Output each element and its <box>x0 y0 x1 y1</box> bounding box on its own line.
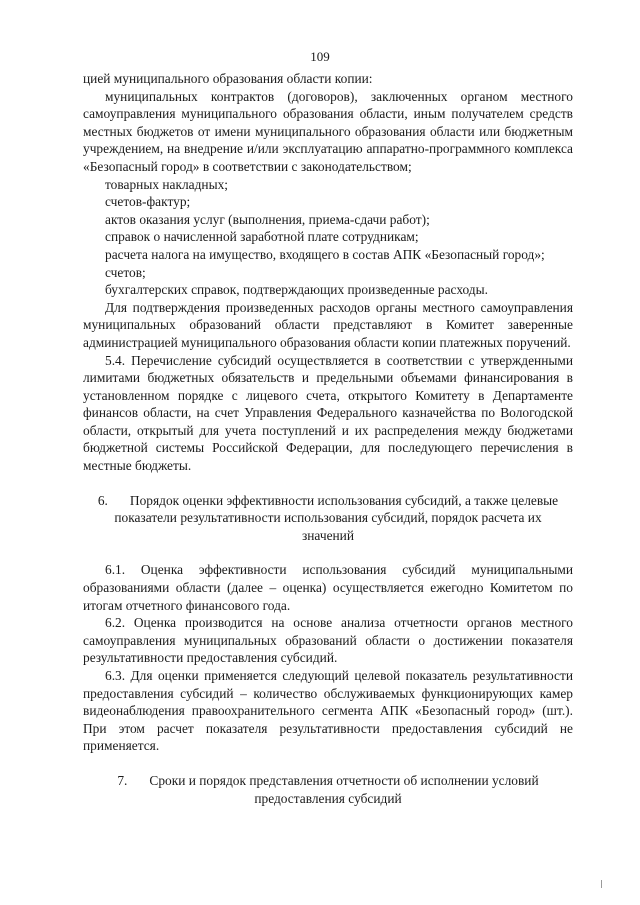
section-7-heading <box>83 772 573 807</box>
list-item: расчета налога на имущество, входящего в состав АПК «Безопасный город»; <box>105 246 545 262</box>
paragraph-contracts: муниципальных контрактов (договоров), заключенных органом местного самоуправления муниципального образования области, иным получателем средств местных бюджетов от имени муниципального образования области или бюджетным учреждением, на внедрение и/или эксплуатацию аппаратно-программного комплекса «Безопасный город» в соответствии с законодательством; <box>83 88 573 174</box>
paragraph-continuation: цией муниципального образования области копии: <box>83 71 373 86</box>
paragraph-5-4: 5.4. Перечисление субсидий осуществляется в соответствии с утвержденными лимитами бюджетных обязательств и предельными объемами финансирования в установленном порядке с лицевого счета, открытого Комитету в Департаменте финансов области, на счет Управления Федерального казначейства по Вологодской области, открытый для учета поступлений и их распределения между бюджетами бюджетной системы Российской Федерации, для последующего перечисления в местные бюджеты. <box>83 352 573 474</box>
list-item: счетов; <box>105 264 146 280</box>
list-item: актов оказания услуг (выполнения, приема-сдачи работ); <box>105 211 430 227</box>
section-7-title: Сроки и порядок представления отчетности об исполнении условий предоставления субсидий <box>149 772 539 806</box>
list-item: товарных накладных; <box>105 176 228 192</box>
list-item: справок о начисленной заработной плате сотрудникам; <box>105 229 419 245</box>
paragraph-6-1: 6.1. Оценка эффективности использования субсидий муниципальными образованиями области (далее – оценка) осуществляется ежегодно Комитетом по итогам отчетного финансового года. <box>83 562 573 613</box>
section-6-number: 6. <box>97 492 108 508</box>
section-7-number: 7. <box>117 772 128 788</box>
document-body <box>83 70 573 807</box>
document-list <box>83 176 573 299</box>
section-6-heading <box>83 492 573 545</box>
paragraph-confirmation: Для подтверждения произведенных расходов органы местного самоуправления муниципальных образований области представляют в Комитет заверенные администрацией муниципального образования области копии платежных поручений. <box>83 299 573 350</box>
page-number: 109 <box>310 49 330 64</box>
margin-mark <box>601 880 602 888</box>
paragraph-6-3: 6.3. Для оценки применяется следующий целевой показатель результативности предоставления субсидий – количество обслуживаемых функционирующих камер видеонаблюдения правоохранительного сегмента АПК «Безопасный город» (шт.). При этом расчет показателя результативности предоставления субсидий не применяется. <box>83 668 573 754</box>
list-item: бухгалтерских справок, подтверждающих произведенные расходы. <box>105 282 488 298</box>
section-6-title: Порядок оценки эффективности использования субсидий, а также целевые показатели результативности использования субсидий, порядок расчета их значений <box>114 492 559 543</box>
list-item: счетов-фактур; <box>105 194 191 210</box>
paragraph-6-2: 6.2. Оценка производится на основе анализа отчетности органов местного самоуправления муниципальных образований области о достижении показателя результативности предоставления субсидий. <box>83 615 573 666</box>
